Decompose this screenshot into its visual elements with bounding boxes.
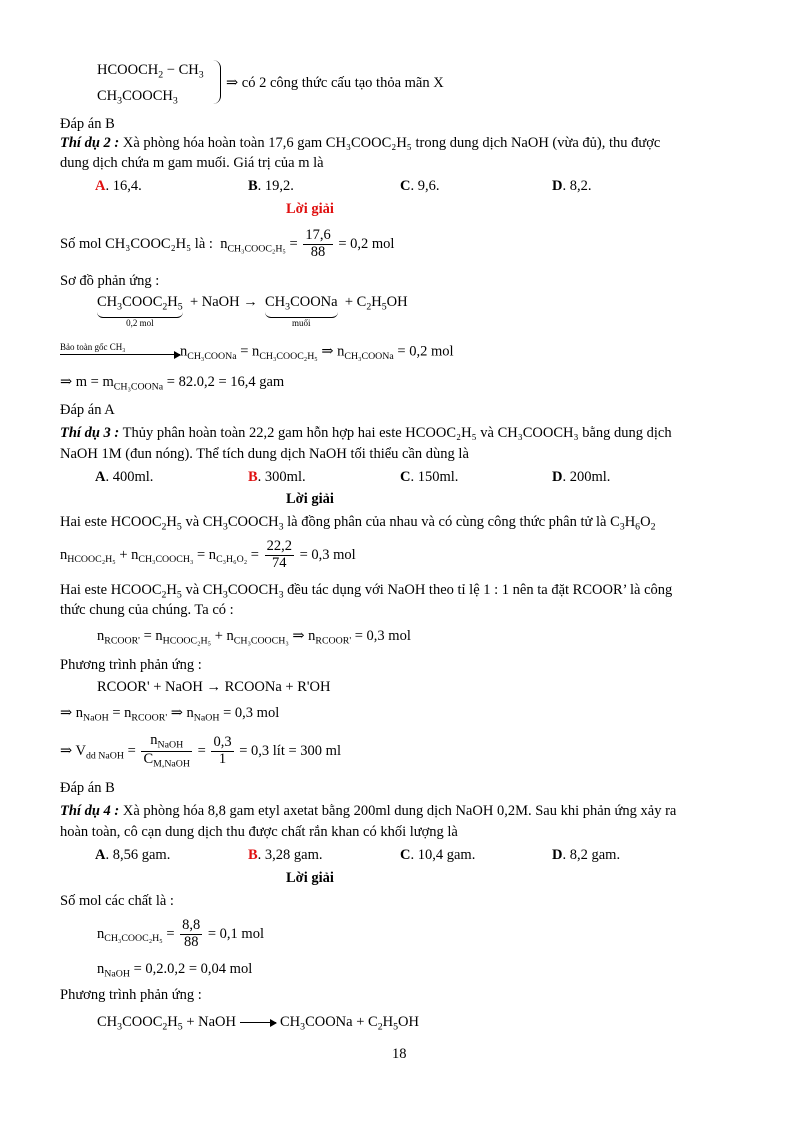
choice-2-d: D. 8,2. <box>552 178 592 194</box>
ex4-reaction: $CH_3COOC_2H_5$ + NaOH $CH_3COONa + C_2H_5OH$ <box>97 1014 419 1033</box>
formula-conclusion: ⇒ có 2 công thức cấu tạo thỏa mãn X <box>226 75 444 91</box>
solution-heading-3: Lời giải <box>286 491 334 507</box>
ex4-reaction-label: Phương trình phản ứng : <box>60 987 202 1003</box>
page-number: 18 <box>392 1046 407 1062</box>
answer-b-2: Đáp án B <box>60 780 115 796</box>
example-4-line-1: Thí dụ 4 : Xà phòng hóa 8,8 gam etyl axetat bằng 200ml dung dịch NaOH 0,2M. Sau khi phản ứng xảy ra <box>60 803 677 819</box>
choice-3-d: D. 200ml. <box>552 469 611 485</box>
scheme-equation: $CH_3COOC_2H_5$ 0,2 mol + NaOH → $CH_3COONa$ muối + $C_2H_5OH$ <box>97 294 408 328</box>
choice-4-d: D. 8,2 gam. <box>552 847 621 863</box>
ex4-eq-2: $n_{NaOH} = 0,2.0,2 = 0,04$ mol <box>97 961 253 980</box>
example-2-text-1: Xà phòng hóa hoàn toàn 17,6 gam CH₃COOC₂H₅ trong dung dịch NaOH (vừa đủ), thu được <box>119 135 661 151</box>
choice-4-c: C. 10,4 gam. <box>400 847 476 863</box>
example-3-text-2: NaOH 1M (đun nóng). Thể tích dung dịch NaOH tối thiểu cần dùng là <box>60 446 469 462</box>
ex3-eq-1: $n_{HCOOC_2H_5} + n_{CH_3COOCH_3} = n_{C_3H_6O_2}$ = $\frac{22,2}{74}$ = 0,3 mol <box>60 538 356 571</box>
formula-line-2: $CH_3COOCH_3$ <box>97 88 178 107</box>
ex3-reaction: RCOOR' + NaOH → RCOONa + R'OH <box>97 679 331 695</box>
example-3-line-1: Thí dụ 3 : Thủy phân hoàn toàn 22,2 gam hỗn hợp hai este HCOOC₂H₅ và CH₃COOCH₃ bằng dung dịch <box>60 425 672 441</box>
solution-heading-2: Lời giải <box>286 201 334 217</box>
mol-line-2: Số mol CH₃COOC₂H₅ là : $n_{CH_3COOC_2H_5}$ = $\frac{17,6}{88}$ = 0,2 mol <box>60 227 395 260</box>
ex3-reaction-label: Phương trình phản ứng : <box>60 657 202 673</box>
scheme-product: $CH_3COONa$ muối <box>264 294 338 328</box>
ex4-eq-1: $n_{CH_3COOC_2H_5}$ = $\frac{8,8}{88}$ = 0,1 mol <box>97 917 264 950</box>
choice-3-a: A. 400ml. <box>95 469 154 485</box>
ex3-line-2b: thức chung của chúng. Ta có : <box>60 602 234 618</box>
choice-3-b: B. 300ml. <box>248 469 306 485</box>
choice-2-c: C. 9,6. <box>400 178 440 194</box>
formula-line-1: $HCOOCH_2 - CH_3$ <box>97 62 204 81</box>
ex3-eq-3: ⇒ $n_{NaOH} = n_{RCOOR'}$ ⇒ $n_{NaOH} = 0,3$ mol <box>60 705 280 724</box>
mass-line: ⇒ $m = m_{CH_3COONa} = 82.0,2 = 16,4$ gam <box>60 374 285 393</box>
choice-2-b: B. 19,2. <box>248 178 294 194</box>
fraction-17-6-88: $\frac{17,6}{88}$ <box>305 227 331 260</box>
ex3-line-1: Hai este $HCOOC_2H_5$ và $CH_3COOCH_3$ là đồng phân của nhau và có cùng công thức phân tử là $C_3H_6O_2$ <box>60 514 656 533</box>
answer-b-1: Đáp án B <box>60 116 115 132</box>
choice-4-a: A. 8,56 gam. <box>95 847 171 863</box>
ex3-eq-4: ⇒ $V_{dd NaOH}$ = $\frac{n_{NaOH}}{C_{M,NaOH}}$ = $\frac{0,3}{1}$ = 0,3 lít = 300 ml <box>60 732 341 770</box>
conserve-line: Bảo toàn gốc CH₃ $n_{CH_3COONa} = n_{CH_3COOC_2H_5}$ ⇒ $n_{CH_3COONa} = 0,2$ mol <box>60 342 454 362</box>
example-2-line-1 <box>60 135 660 152</box>
ex3-line-2a: Hai este $HCOOC_2H_5$ và $CH_3COOCH_3$ đều tác dụng với NaOH theo tỉ lệ 1 : 1 nên ta đặt RCOOR’ là công <box>60 582 673 601</box>
right-brace <box>210 60 221 104</box>
answer-a: Đáp án A <box>60 402 115 418</box>
example-2-text-2: dung dịch chứa m gam muối. Giá trị của m là <box>60 155 324 171</box>
ex4-mol-label: Số mol các chất là : <box>60 893 174 909</box>
solution-heading-4: Lời giải <box>286 870 334 886</box>
ex3-eq-2: $n_{RCOOR'} = n_{HCOOC_2H_5} + n_{CH_3COOCH_3}$ ⇒ $n_{RCOOR'} = 0,3$ mol <box>97 628 411 647</box>
choice-2-a: A. 16,4. <box>95 178 142 194</box>
scheme-label: Sơ đồ phản ứng : <box>60 273 160 289</box>
choice-3-c: C. 150ml. <box>400 469 459 485</box>
scheme-reactant: $CH_3COOC_2H_5$ 0,2 mol <box>97 294 183 328</box>
example-2-label: Thí dụ 2 : <box>60 135 120 151</box>
choice-4-b: B. 3,28 gam. <box>248 847 323 863</box>
example-4-text-2: hoàn toàn, cô cạn dung dịch thu được chất rắn khan có khối lượng là <box>60 824 458 840</box>
